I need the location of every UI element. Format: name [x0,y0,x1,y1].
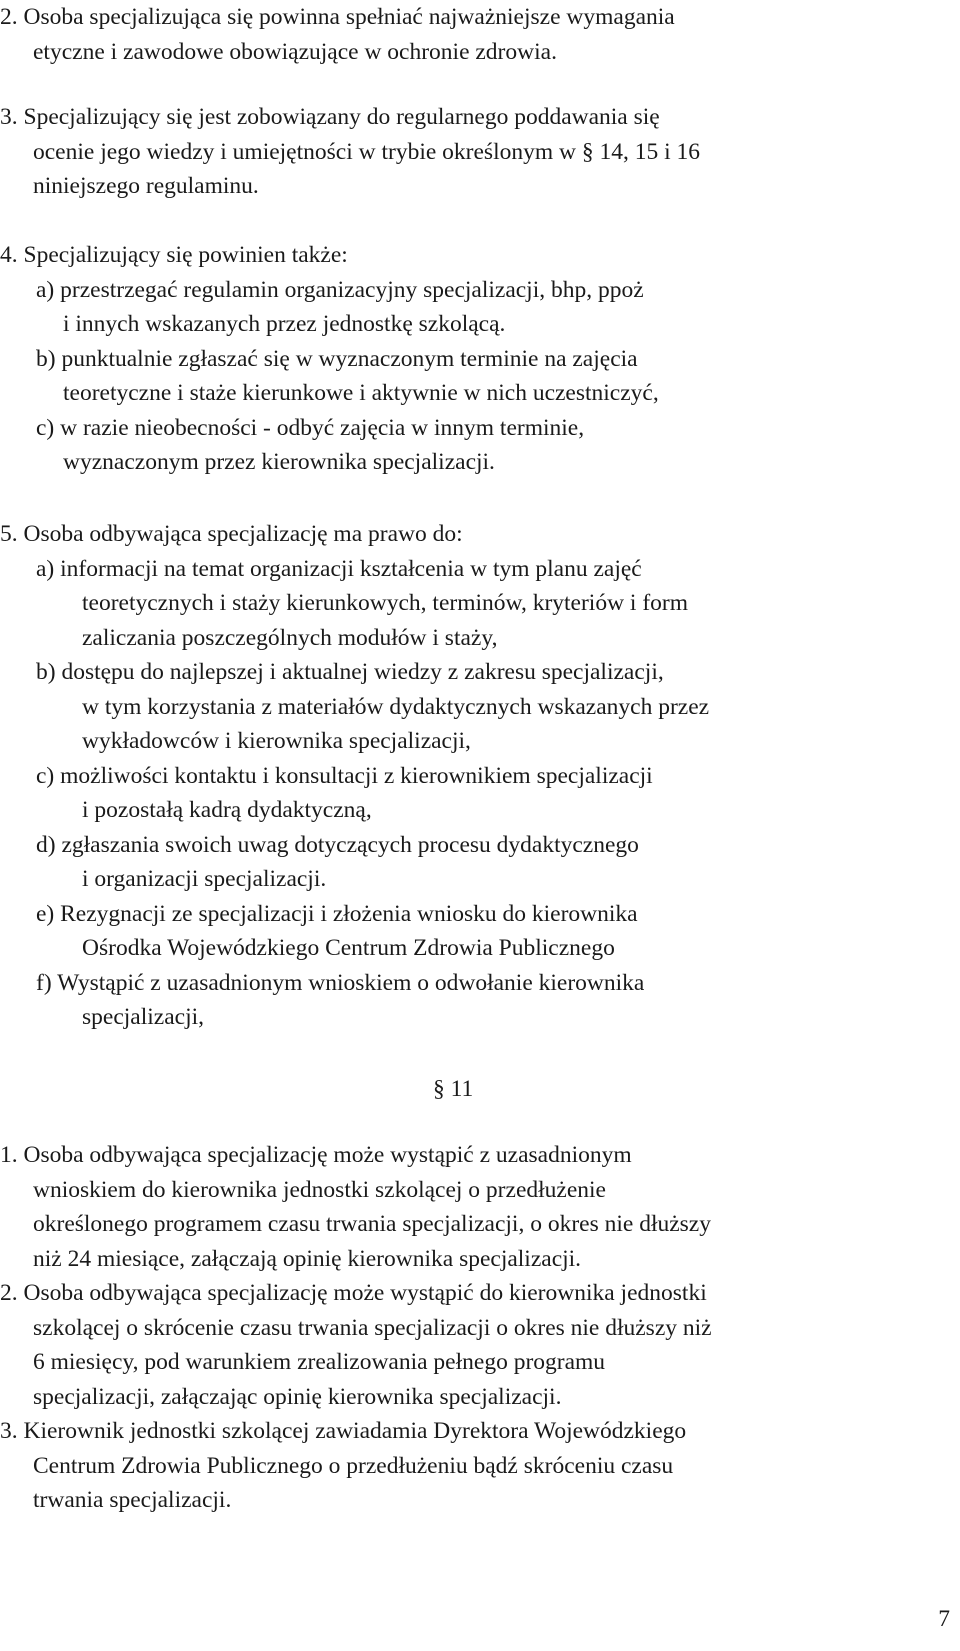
subitem-f: f) Wystąpić z uzasadnionym wnioskiem o odwołanie kierownika [36,969,645,996]
text-line: 6 miesięcy, pod warunkiem zrealizowania pełnego programu [33,1349,606,1375]
subitem-a: a) informacji na temat organizacji kształcenia w tym planu zajęć [36,555,642,582]
section10-item-4 [0,238,960,480]
section10-item-3 [0,100,960,204]
page-number: 7 [938,1606,950,1632]
section11-item-2: 2. Osoba odbywająca specjalizację może wystąpić do kierownika jednostki [0,1280,707,1306]
subitem-a: a) przestrzegać regulamin organizacyjny specjalizacji, bhp, ppoż [36,276,644,303]
subitem-e: e) Rezygnacji ze specjalizacji i złożenia wniosku do kierownika [36,900,638,927]
text-line: szkolącej o skrócenie czasu trwania specjalizacji o okres nie dłuższy niż [33,1314,712,1341]
text-line: niż 24 miesiące, załączają opinię kierownika specjalizacji. [33,1245,582,1272]
text-line: 2. Osoba specjalizująca się powinna spełniać najważniejsze wymagania [0,4,675,30]
text-line: w tym korzystania z materiałów dydaktycznych wskazanych przez [82,693,710,720]
section11-item-3: 3. Kierownik jednostki szkolącej zawiadamia Dyrektora Wojewódzkiego [0,1418,687,1444]
text-line: i innych wskazanych przez jednostkę szkolącą. [63,311,506,337]
text-line: wnioskiem do kierownika jednostki szkolącej o przedłużenie [33,1176,606,1203]
text-line: i pozostałą kadrą dydaktyczną, [82,797,372,823]
text-line: ocenie jego wiedzy i umiejętności w trybie określonym w § 14, 15 i 16 [33,138,700,165]
item-intro: 4. Specjalizujący się powinien także: [0,242,348,268]
text-line: i organizacji specjalizacji. [82,866,327,892]
section10-item-2 [0,0,960,69]
section10-item-5 [0,517,960,1035]
subitem-b: b) punktualnie zgłaszać się w wyznaczonym terminie na zajęcia [36,345,638,372]
text-line: trwania specjalizacji. [33,1487,232,1513]
subitem-b: b) dostępu do najlepszej i aktualnej wiedzy z zakresu specjalizacji, [36,659,664,685]
text-line: wyznaczonym przez kierownika specjalizacji. [63,449,495,475]
text-line: określonego programem czasu trwania specjalizacji, o okres nie dłuższy [33,1211,711,1237]
text-line: zaliczania poszczególnych modułów i staży, [82,624,498,651]
section11-item-1: 1. Osoba odbywająca specjalizację może wystąpić z uzasadnionym [0,1142,632,1168]
text-line: 3. Specjalizujący się jest zobowiązany do regularnego poddawania się [0,104,660,130]
text-line: niniejszego regulaminu. [33,173,259,199]
text-line: wykładowców i kierownika specjalizacji, [82,728,471,754]
section-heading: § 11 [433,1076,474,1102]
item-intro: 5. Osoba odbywająca specjalizację ma prawo do: [0,521,463,547]
text-line: teoretyczne i staże kierunkowe i aktywnie w nich uczestniczyć, [63,380,659,406]
subitem-c: c) w razie nieobecności - odbyć zajęcia w innym terminie, [36,414,585,441]
text-line: Centrum Zdrowia Publicznego o przedłużeniu bądź skróceniu czasu [33,1452,674,1479]
text-line: teoretycznych i staży kierunkowych, terminów, kryteriów i form [82,590,689,616]
subitem-d: d) zgłaszania swoich uwag dotyczących procesu dydaktycznego [36,831,639,858]
text-line: specjalizacji, załączając opinię kierownika specjalizacji. [33,1383,562,1410]
text-line: Ośrodka Wojewódzkiego Centrum Zdrowia Publicznego [82,935,615,961]
section11-items [0,1138,960,1518]
text-line: etyczne i zawodowe obowiązujące w ochronie zdrowia. [33,38,557,65]
subitem-c: c) możliwości kontaktu i konsultacji z kierownikiem specjalizacji [36,762,653,789]
text-line: specjalizacji, [82,1004,204,1030]
